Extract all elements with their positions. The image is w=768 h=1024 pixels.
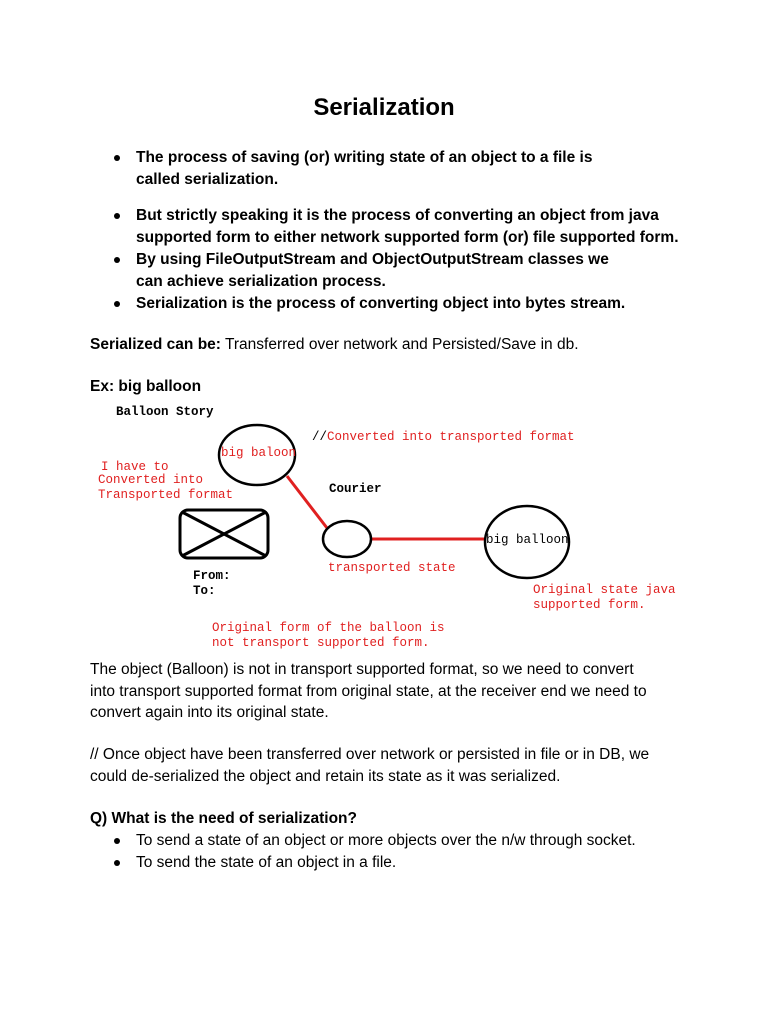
bullet-icon — [114, 213, 120, 219]
bullet-text: Serialization is the process of converting object into bytes stream. — [136, 295, 626, 312]
page-title: Serialization — [313, 94, 455, 121]
list-item — [90, 147, 636, 191]
paragraph: The object (Balloon) is not in transport supported format, so we need to convert into transport supported format from original state, at the receiver end we need to convert again into its original state. — [90, 661, 647, 721]
note-line: Converted into — [98, 473, 204, 487]
bullet-text: To send a state of an object or more objects over the n/w through socket. — [136, 832, 636, 849]
paragraph: // Once object have been transferred over network or persisted in file or in DB, we could de-serialized the object and retain its state as it was serialized. — [90, 746, 650, 785]
courier-circle — [323, 521, 371, 557]
original-form-line: Original form of the balloon is — [212, 621, 445, 635]
bullet-text: To send the state of an object in a file. — [136, 854, 397, 871]
bullet-text: By using FileOutputStream and ObjectOutputStream classes we can achieve serialization process. — [136, 251, 609, 290]
bullet-icon — [114, 860, 120, 866]
big-baloon-label: big baloon — [221, 446, 297, 460]
balloon-diagram — [0, 396, 768, 656]
serialized-line — [90, 334, 579, 356]
serialized-text: Transferred over network and Persisted/Save in db. — [220, 336, 579, 353]
bullet-icon — [114, 301, 120, 307]
intro-bullet-list — [90, 147, 690, 315]
list-item — [90, 852, 690, 874]
comment-label: //Converted into transported format — [312, 430, 575, 444]
example-heading: Ex: big balloon — [90, 378, 202, 395]
original-form-line: not transport supported form. — [212, 636, 430, 650]
bullet-icon — [114, 838, 120, 844]
bullet-text: The process of saving (or) writing state of an object to a file is called serialization. — [136, 149, 593, 188]
to-label: To: — [193, 584, 216, 598]
need-bullet-list — [90, 830, 690, 874]
list-item — [90, 249, 636, 293]
bullet-icon — [114, 257, 120, 263]
bullet-text: But strictly speaking it is the process of converting an object from java supported form to either network supported form (or) file supported form. — [136, 207, 679, 246]
transported-state-label: transported state — [328, 561, 456, 575]
serialized-label: Serialized can be: — [90, 336, 221, 353]
note-line: Transported format — [98, 488, 234, 502]
list-item — [90, 293, 690, 315]
note-line: I have to — [101, 460, 169, 474]
original-state-line: supported form. — [533, 598, 646, 612]
original-state-line: Original state java — [533, 583, 676, 597]
bullet-icon — [114, 155, 120, 161]
connector-line — [287, 476, 327, 528]
from-label: From: — [193, 569, 231, 583]
question-heading: Q) What is the need of serialization? — [90, 810, 357, 827]
list-item — [90, 830, 636, 852]
big-balloon-label: big balloon — [486, 533, 569, 547]
list-item — [90, 205, 690, 249]
envelope-icon — [180, 510, 268, 558]
courier-label: Courier — [329, 482, 382, 496]
story-title: Balloon Story — [116, 405, 214, 419]
